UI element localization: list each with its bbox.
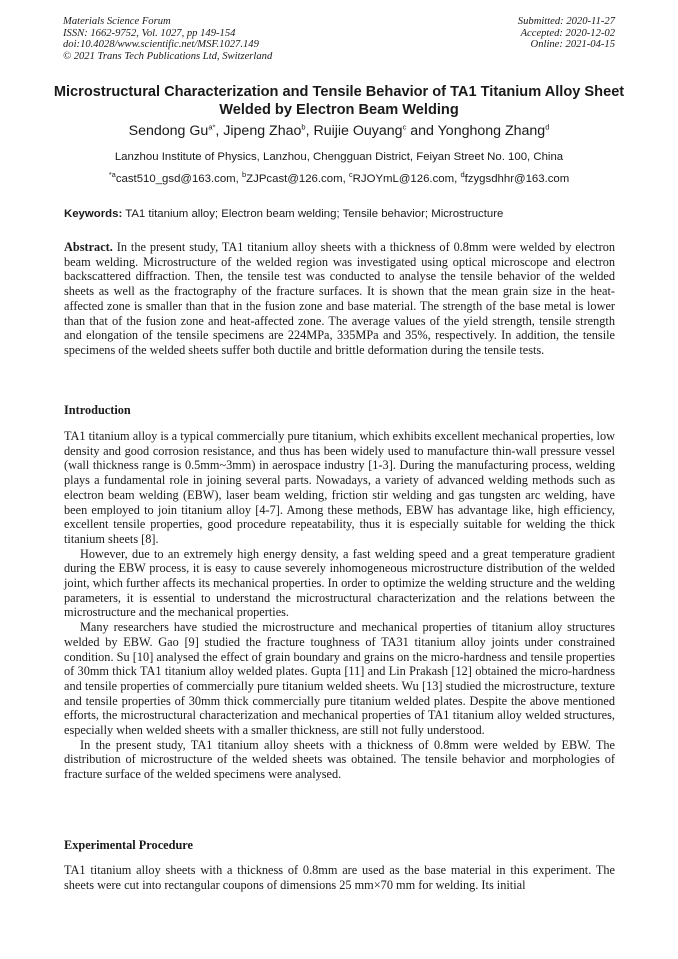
introduction-section [64, 429, 615, 782]
email-marker: b [242, 170, 247, 180]
journal-info [63, 16, 272, 62]
author-conjunction: and [410, 123, 434, 139]
keywords-text: TA1 titanium alloy; Electron beam welding; Tensile behavior; Microstructure [125, 208, 504, 220]
paper-title: Microstructural Characterization and Tensile Behavior of TA1 Titanium Alloy Sheet Welded by Electron Beam Welding [53, 84, 625, 118]
email-list [40, 172, 638, 186]
issn-volume: ISSN: 1662-9752, Vol. 1027, pp 149-154 [63, 27, 236, 39]
affiliation: Lanzhou Institute of Physics, Lanzhou, Chengguan District, Feiyan Street No. 100, China [114, 151, 564, 163]
abstract-text: In the present study, TA1 titanium alloy sheets with a thickness of 0.8mm were welded by electron beam welding. Microstructure of the welded region was investigated using optical microscope and electron backscattered diffraction. Then, the tensile test was conducted to analyse the tensile behavior of the welded sheets as well as the fractography of the fracture surfaces. It is shown that the mean grain size in the heat-affected zone is smaller than that in the fusion zone and base material. The strength of the base metal is lower than that of the fusion zone and heat-affected zone. The average values of the yield strength, tensile strength and elongation of the tensile specimens are 224MPa, 335MPa and 35%, respectively. In addition, the tensile specimens of the welded sheets suffer both ductile and brittle deformation during the tensile tests. [64, 240, 615, 357]
paragraph: TA1 titanium alloy sheets with a thickness of 0.8mm are used as the base material in this experiment. The sheets were cut into rectangular coupons of dimensions 25 mm×70 mm for welding. Its initial [64, 863, 615, 892]
email-link[interactable]: fzygsdhhr@163.com [464, 173, 570, 185]
email-marker: c [348, 170, 353, 180]
author-list: Sendong $Gu^{a*}$, Jipeng Zhao$^b$, Ruijie Ouyang$^c$ and Yonghong Zhang$^d$ [128, 122, 550, 139]
accepted-date: Accepted: 2020-12-02 [520, 27, 615, 39]
keywords-label: Keywords: [64, 208, 123, 220]
experimental-heading: Experimental Procedure [64, 838, 193, 852]
email-marker: *a [108, 170, 116, 180]
author-name: Jipeng Zhao [223, 123, 302, 139]
email-link[interactable]: cast510_gsd@163.com, [115, 173, 239, 185]
journal-name: Materials Science Forum [63, 16, 171, 27]
email-link[interactable]: ZJPcast@126.com, [246, 173, 346, 185]
paragraph: Many researchers have studied the microstructure and mechanical properties of titanium alloy structures welded by EBW. Gao [9] studied the fracture toughness of TA31 titanium alloy joints under constrained condition. Su [10] analysed the effect of grain boundary and grains on the micro-hardness and tensile properties of 30mm thick TA1 titanium alloy welded plates. Gupta [11] and Lin Prakash [12] obtained the micro-hardness and tensile properties of commercially pure titanium welded sheets. Wu [13] studied the microstructure, texture and tensile properties of 30mm thick commercially pure titanium welded plates. Despite the above mentioned efforts, the microstructural characterization and mechanical properties of TA1 titanium alloy welded structures, especially when welded sheets with a smaller thickness, are still not fully understood. [64, 620, 615, 738]
paragraph: In the present study, TA1 titanium alloy sheets with a thickness of 0.8mm were welded by EBW. The distribution of microstructure of the welded sheets was obtained. The tensile behavior and morphologies of fracture surface of the welded specimens were analysed. [64, 737, 615, 782]
author-marker: a* [208, 122, 216, 132]
abstract-label: Abstract. [64, 240, 113, 254]
paragraph: However, due to an extremely high energy density, a fast welding speed and a great temperature gradient during the EBW process, it is easy to cause severely inhomogeneous microstructure distribution of the welded joint, which further affects its mechanical properties. In order to optimize the welding structure and the welding parameters, it is essential to understand the microstructural characterization and the relations between the microstructure and the mechanical properties. [64, 546, 615, 620]
doi[interactable]: doi:10.4028/www.scientific.net/MSF.1027.149 [63, 39, 259, 51]
author-marker: d [545, 122, 550, 132]
experimental-section [64, 863, 615, 892]
paragraph: TA1 titanium alloy is a typical commercially pure titanium, which exhibits excellent mechanical properties, low density and good corrosion resistance, and thus has been widely used to manufacture thin-wall pressure vessel (wall thickness range is 0.5mm~3mm) in aerospace industry [1-3]. During the manufacturing process, welding plays a fundamental role in joining several parts. Nowadays, a variety of advanced welding methods such as electron beam welding (EBW), laser beam welding, friction stir welding and gas tungsten arc welding, have been employed to join titanium alloy [4-7]. Among these methods, EBW has advantage like, high efficiency, excellent tensile properties, good procedure repeatability, thus it is especially suitable for welding the thick titanium sheets [8]. [64, 429, 615, 546]
publication-dates [518, 16, 615, 51]
author-name: Yonghong Zhang [437, 123, 546, 139]
copyright: © 2021 Trans Tech Publications Ltd, Switzerland [63, 50, 273, 62]
author-name: Sendong Gu [128, 123, 209, 139]
abstract [64, 240, 615, 358]
email-marker: d [460, 170, 465, 180]
author-marker: c [402, 122, 407, 132]
submitted-date: Submitted: 2020-11-27 [517, 16, 615, 27]
keywords [64, 207, 616, 221]
author-name: Ruijie Ouyang [313, 123, 403, 139]
introduction-heading: Introduction [64, 403, 131, 417]
email-link[interactable]: RJOYmL@126.com, [352, 173, 458, 185]
online-date: Online: 2021-04-15 [530, 39, 615, 51]
author-marker: b [301, 122, 306, 132]
